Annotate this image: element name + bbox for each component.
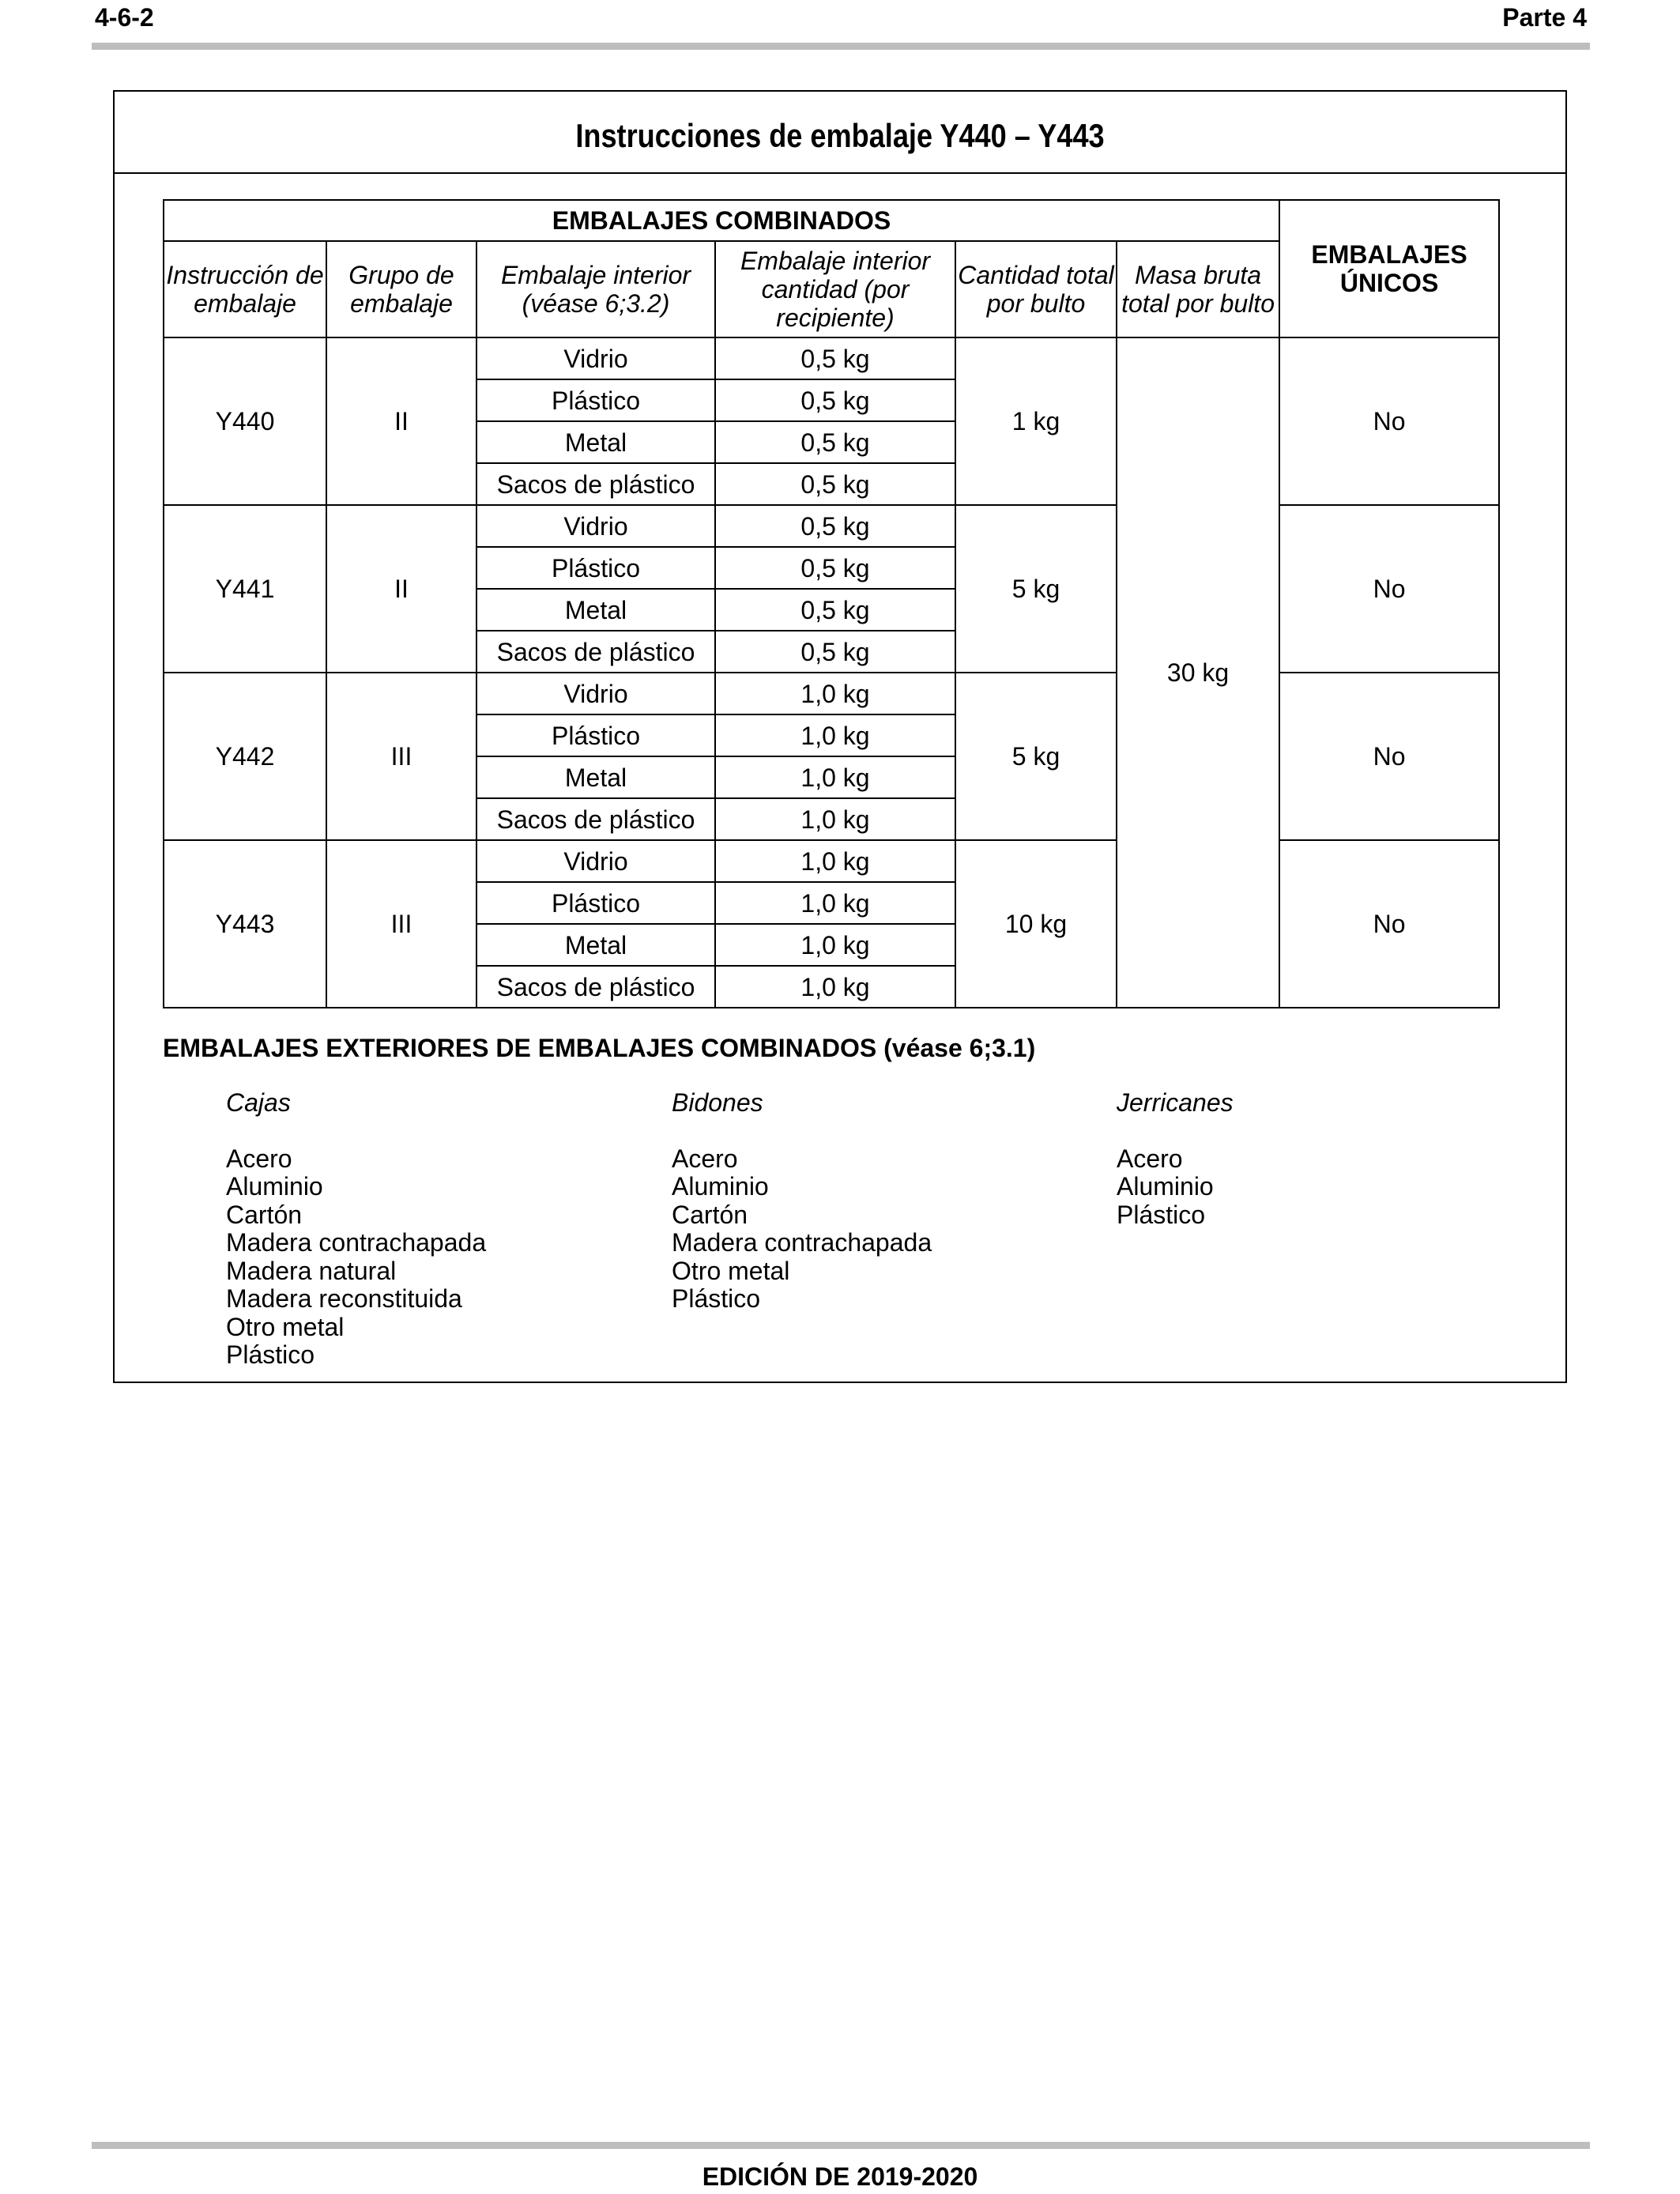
single-heading-text: EMBALAJES ÚNICOS xyxy=(1311,240,1467,297)
list-item: Madera contrachapada xyxy=(672,1228,932,1257)
outer-column-drums xyxy=(672,1089,932,1314)
inner-packaging-cell: Vidrio xyxy=(477,673,715,714)
inner-packaging-cell: Sacos de plástico xyxy=(477,966,715,1008)
inner-qty-cell: 1,0 kg xyxy=(715,924,955,966)
packing-table xyxy=(163,199,1500,1008)
packing-group-cell: III xyxy=(326,840,477,1008)
inner-packaging-cell: Metal xyxy=(477,756,715,798)
inner-packaging-cell: Metal xyxy=(477,589,715,631)
packing-group-cell: II xyxy=(326,337,477,505)
inner-qty-cell: 1,0 kg xyxy=(715,714,955,756)
instruction-cell: Y443 xyxy=(164,840,326,1008)
list-item: Aluminio xyxy=(672,1172,769,1201)
list-item: Plástico xyxy=(226,1340,315,1369)
inner-packaging-cell: Vidrio xyxy=(477,337,715,379)
inner-qty-cell: 1,0 kg xyxy=(715,966,955,1008)
inner-packaging-cell: Plástico xyxy=(477,714,715,756)
inner-qty-cell: 1,0 kg xyxy=(715,673,955,714)
page-title: Instrucciones de embalaje Y440 – Y443 xyxy=(575,117,1105,154)
list-item: Aluminio xyxy=(226,1172,323,1201)
list-item: Acero xyxy=(672,1144,738,1173)
table-row xyxy=(164,673,1499,714)
packing-group-cell: II xyxy=(326,505,477,673)
header-rule xyxy=(92,43,1590,50)
title-box xyxy=(115,92,1565,174)
inner-qty-cell: 1,0 kg xyxy=(715,840,955,882)
list-item: Cartón xyxy=(226,1200,303,1229)
inner-packaging-cell: Plástico xyxy=(477,379,715,421)
list-item: Madera contrachapada xyxy=(226,1228,487,1257)
inner-qty-cell: 1,0 kg xyxy=(715,882,955,924)
total-qty-cell: 5 kg xyxy=(955,505,1117,673)
footer-rule xyxy=(92,2142,1590,2149)
combined-heading: EMBALAJES COMBINADOS xyxy=(164,200,1279,241)
gross-mass-cell: 30 kg xyxy=(1117,337,1279,1008)
instruction-cell: Y441 xyxy=(164,505,326,673)
instruction-frame xyxy=(113,90,1567,1383)
list-item: Acero xyxy=(1117,1144,1183,1173)
single-packaging-cell: No xyxy=(1279,840,1499,1008)
col-header-gross-mass: Masa bruta total por bulto xyxy=(1117,241,1279,337)
page-number: 4-6-2 xyxy=(95,3,154,32)
list-item: Plástico xyxy=(1117,1200,1206,1229)
outer-column-heading: Cajas xyxy=(226,1088,291,1117)
instruction-cell: Y442 xyxy=(164,673,326,840)
inner-packaging-cell: Sacos de plástico xyxy=(477,798,715,840)
single-packaging-cell: No xyxy=(1279,505,1499,673)
instruction-cell: Y440 xyxy=(164,337,326,505)
outer-column-heading: Bidones xyxy=(672,1088,763,1117)
col-header-total: Cantidad total por bulto xyxy=(955,241,1117,337)
inner-packaging-cell: Metal xyxy=(477,421,715,463)
inner-packaging-cell: Vidrio xyxy=(477,840,715,882)
inner-qty-cell: 0,5 kg xyxy=(715,631,955,673)
inner-qty-cell: 0,5 kg xyxy=(715,421,955,463)
inner-packaging-cell: Metal xyxy=(477,924,715,966)
list-item: Acero xyxy=(226,1144,292,1173)
col-header-packing-group: Grupo de embalaje xyxy=(326,241,477,337)
outer-column-jerricans xyxy=(1117,1089,1234,1229)
col-header-instruction: Instrucción de embalaje xyxy=(164,241,326,337)
inner-qty-cell: 1,0 kg xyxy=(715,798,955,840)
list-item: Madera natural xyxy=(226,1256,397,1285)
list-item: Otro metal xyxy=(226,1312,345,1341)
inner-packaging-cell: Sacos de plástico xyxy=(477,631,715,673)
col-header-inner-qty: Embalaje interior cantidad (por recipiente) xyxy=(715,241,955,337)
inner-qty-cell: 1,0 kg xyxy=(715,756,955,798)
table-row xyxy=(164,505,1499,547)
total-qty-cell: 5 kg xyxy=(955,673,1117,840)
single-heading xyxy=(1279,200,1499,337)
single-packaging-cell: No xyxy=(1279,337,1499,505)
inner-packaging-cell: Plástico xyxy=(477,547,715,589)
inner-qty-cell: 0,5 kg xyxy=(715,337,955,379)
outer-column-boxes xyxy=(226,1089,486,1370)
inner-qty-cell: 0,5 kg xyxy=(715,463,955,505)
total-qty-cell: 10 kg xyxy=(955,840,1117,1008)
packing-group-cell: III xyxy=(326,673,477,840)
inner-qty-cell: 0,5 kg xyxy=(715,379,955,421)
table-row xyxy=(164,337,1499,379)
total-qty-cell: 1 kg xyxy=(955,337,1117,505)
list-item: Plástico xyxy=(672,1284,761,1313)
table-row xyxy=(164,840,1499,882)
list-item: Cartón xyxy=(672,1200,748,1229)
inner-qty-cell: 0,5 kg xyxy=(715,589,955,631)
inner-packaging-cell: Vidrio xyxy=(477,505,715,547)
single-packaging-cell: No xyxy=(1279,673,1499,840)
edition-footer: EDICIÓN DE 2019-2020 xyxy=(702,2162,978,2191)
col-header-inner: Embalaje interior (véase 6;3.2) xyxy=(477,241,715,337)
part-label: Parte 4 xyxy=(1502,3,1587,32)
inner-qty-cell: 0,5 kg xyxy=(715,547,955,589)
inner-packaging-cell: Sacos de plástico xyxy=(477,463,715,505)
outer-packaging-title: EMBALAJES EXTERIORES DE EMBALAJES COMBINADOS (véase 6;3.1) xyxy=(163,1034,1036,1062)
list-item: Aluminio xyxy=(1117,1172,1214,1201)
table-body xyxy=(164,337,1499,1008)
outer-column-heading: Jerricanes xyxy=(1117,1088,1234,1117)
list-item: Otro metal xyxy=(672,1256,790,1285)
inner-packaging-cell: Plástico xyxy=(477,882,715,924)
inner-qty-cell: 0,5 kg xyxy=(715,505,955,547)
list-item: Madera reconstituida xyxy=(226,1284,462,1313)
